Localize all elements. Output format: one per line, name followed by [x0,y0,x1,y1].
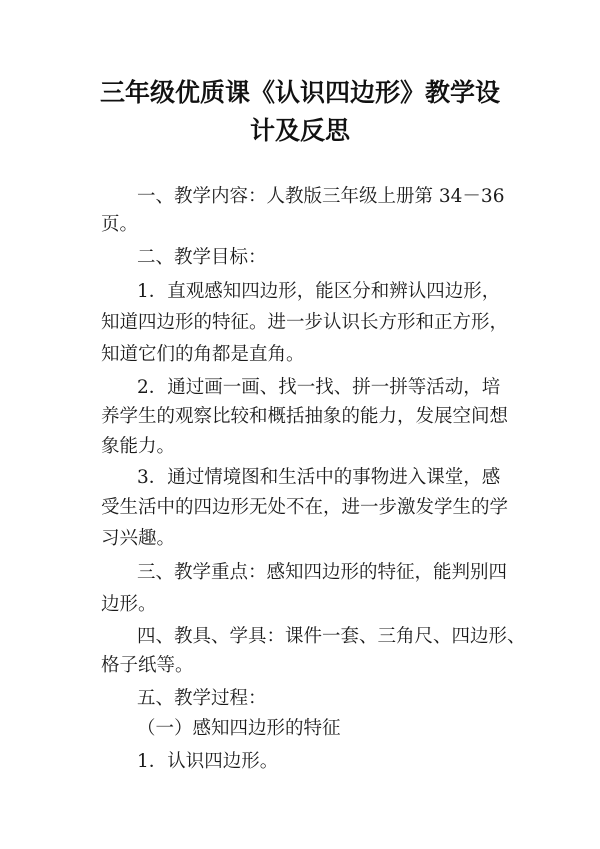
section-teaching-aids-cont: 格子纸等。 [101,655,194,676]
goal-1-line-1: 1．直观感知四边形，能区分和辨认四边形， [137,281,501,302]
document-title-line-1: 三年级优质课《认识四边形》教学设 [99,78,500,107]
item-recognize-quadrilateral: 1．认识四边形。 [137,751,279,772]
section-teaching-content: 一、教学内容：人教版三年级上册第 34－36 [137,186,505,207]
section-teaching-process: 五、教学过程： [137,688,267,709]
section-teaching-aids: 四、教具、学具：课件一套、三角尺、四边形、 [137,626,526,647]
section-teaching-goals: 二、教学目标： [137,247,267,268]
goal-2-line-1: 2．通过画一画、找一找、拼一拼等活动，培 [137,377,501,398]
goal-3-line-3: 习兴趣。 [101,528,176,549]
goal-3-line-1: 3．通过情境图和生活中的事物进入课堂，感 [137,467,501,488]
document-title-line-2: 计及反思 [249,116,350,145]
goal-2-line-3: 象能力。 [101,436,176,457]
goal-3-line-2: 受生活中的四边形无处不在，进一步激发学生的学 [101,497,509,518]
goal-1-line-2: 知道四边形的特征。进一步认识长方形和正方形， [101,312,509,333]
subsection-perceive-features: （一）感知四边形的特征 [137,718,341,739]
goal-1-line-3: 知道它们的角都是直角。 [101,344,305,365]
section-key-points-cont: 边形。 [101,594,157,615]
section-key-points: 三、教学重点：感知四边形的特征，能判别四 [137,562,508,583]
section-teaching-content-cont: 页。 [101,214,139,235]
goal-2-line-2: 养学生的观察比较和概括抽象的能力，发展空间想 [101,406,509,427]
